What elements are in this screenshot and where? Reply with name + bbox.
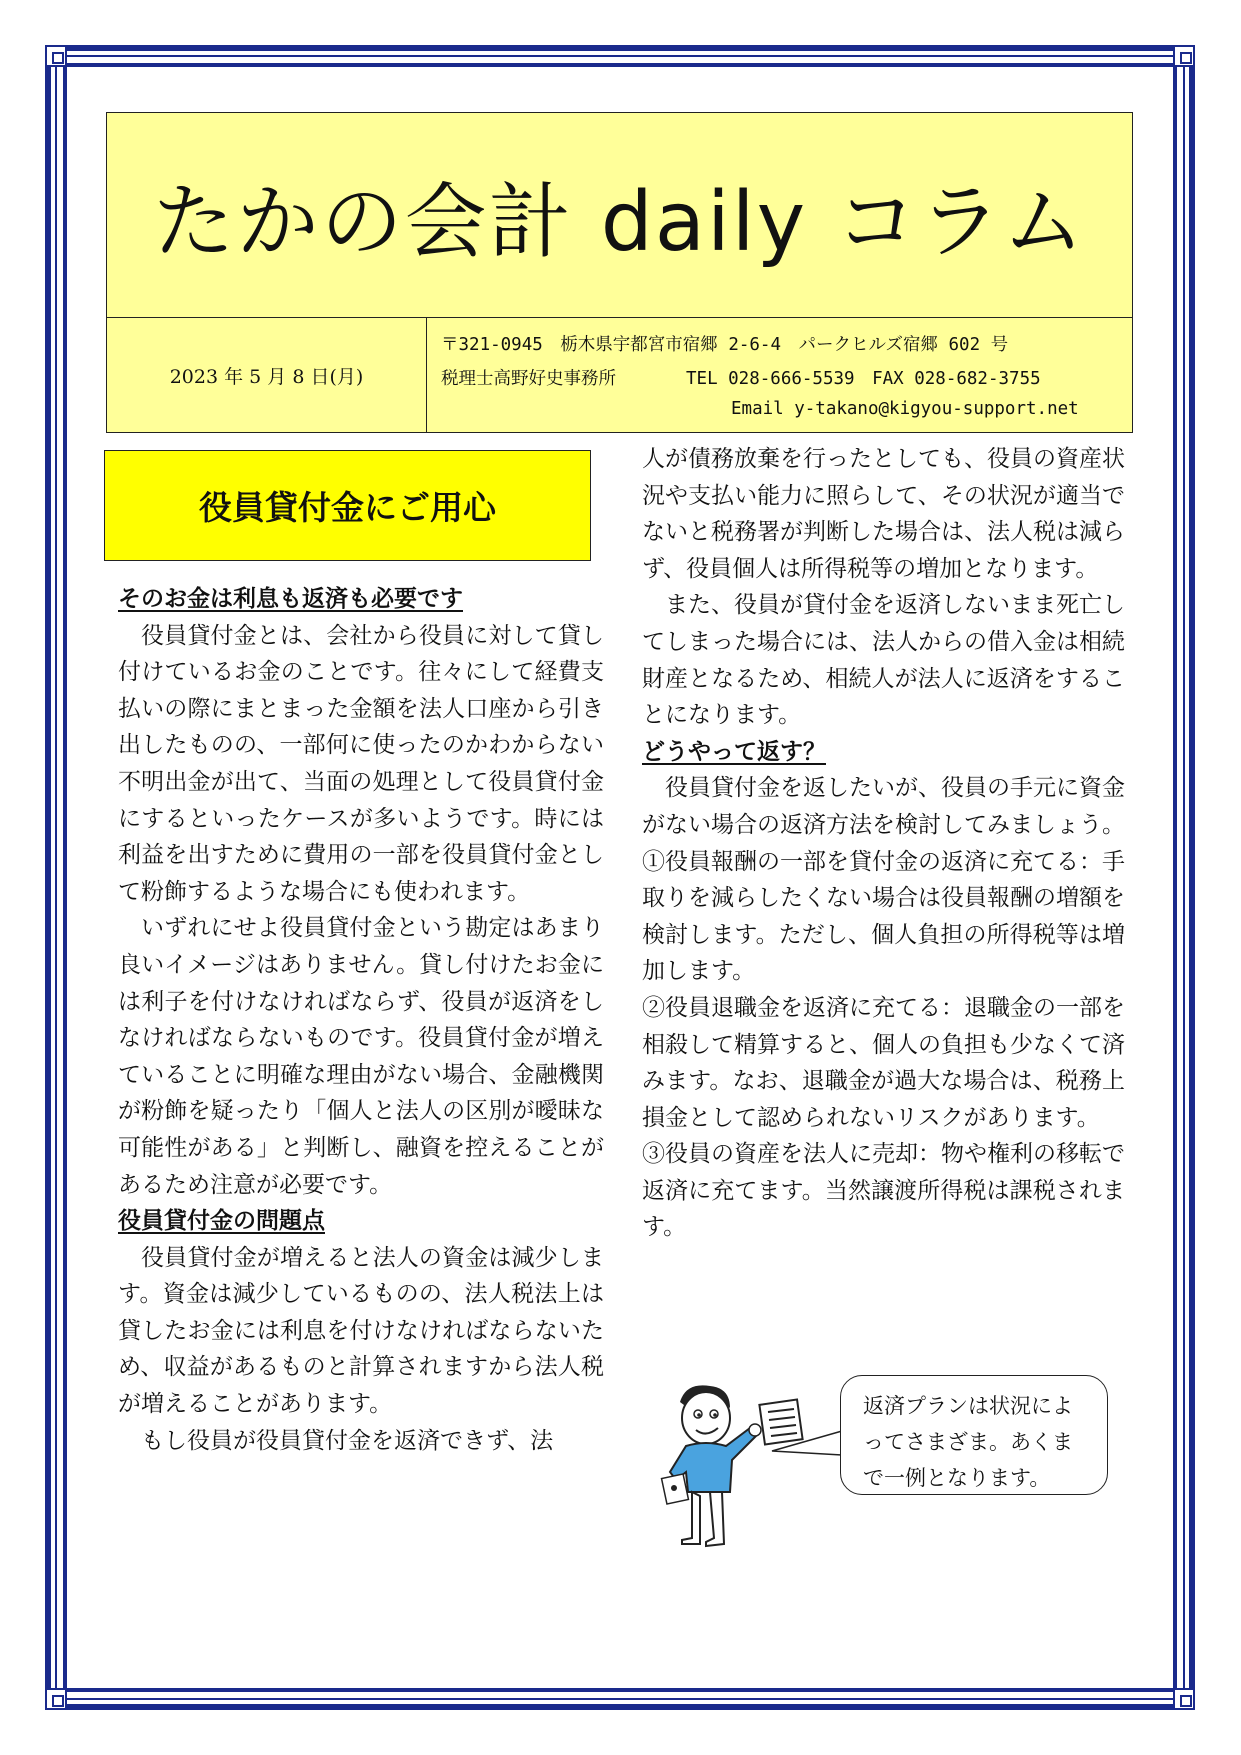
office-address: 〒321-0945 栃木県宇都宮市宿郷 2-6-4 パークヒルズ宿郷 602 号 (441, 335, 1009, 355)
section-subheading: 役員貸付金の問題点 (118, 1207, 325, 1235)
article-paragraph: また、役員が貸付金を返済しないまま死亡してしまった場合には、法人からの借入金は相続財産となるため、相続人が法人に返済をすることになります。 (642, 592, 1125, 729)
article-paragraph: もし役員が役員貸付金を返済できず、法 (141, 1427, 554, 1454)
article-headline: 役員貸付金にご用心 (104, 450, 591, 561)
office-name-phone: 税理士高野好史事務所 TEL 028-666-5539 FAX 028-682-3755 (441, 369, 1041, 389)
article-paragraph: 役員貸付金とは、会社から役員に対して貸し付けているお金のことです。往々にして経費支払いの際にまとまった金額を法人口座から引き出したものの、一部何に使ったのかわからない不明出金が出て、当面の処理として役員貸付金にするといったケースが多いようです。時には利益を出すために費用の一部を役員貸付金として粉飾するような場合にも使われます。 (118, 622, 604, 905)
section-subheading: そのお金は利息も返済も必要です (118, 585, 463, 612)
issue-date: 2023 年 5 月 8 日(月) (107, 318, 427, 432)
section-subheading: どうやって返す？ (642, 737, 826, 765)
article-paragraph: ①役員報酬の一部を貸付金の返済に充てる：手取りを減らしたくない場合は役員報酬の増額を検討します。ただし、個人負担の所得税等は増加します。 (642, 848, 1125, 985)
corner-ornament-bottom-left (45, 1688, 67, 1710)
article-left-column (118, 581, 604, 1459)
article-paragraph: ③役員の資産を法人に売却：物や権利の移転で返済に充てます。当然譲渡所得税は課税されます。 (642, 1141, 1125, 1241)
office-info (427, 318, 1132, 432)
article-right-column (642, 441, 1125, 1246)
office-email: Email y-takano@kigyou-support.net (731, 399, 1079, 419)
corner-ornament-bottom-right (1173, 1688, 1195, 1710)
newsletter-title: たかの会計 daily コラム (107, 113, 1132, 318)
corner-ornament-top-left (45, 45, 67, 67)
speech-bubble-tail (770, 1425, 850, 1465)
article-paragraph: 人が債務放棄を行ったとしても、役員の資産状況や支払い能力に照らして、その状況が適当でないと税務署が判断した場合は、法人税は減らず、役員個人は所得税等の増加となります。 (642, 446, 1125, 582)
article-paragraph: いずれにせよ役員貸付金という勘定はあまり良いイメージはありません。貸し付けたお金には利子を付けなければならず、役員が返済をしなければならないものです。役員貸付金が増えていることに明確な理由がない場合、金融機関が粉飾を疑ったり「個人と法人の区別が曖昧な可能性がある」と判断し、融資を控えることがあるため注意が必要です。 (118, 915, 604, 1198)
article-paragraph: 役員貸付金を返したいが、役員の手元に資金がない場合の返済方法を検討してみましょう。 (642, 775, 1125, 838)
man-presenting-illustration (658, 1380, 808, 1550)
article-paragraph: 役員貸付金が増えると法人の資金は減少します。資金は減少しているものの、法人税法上は貸したお金には利息を付けなければならないため、収益があるものと計算されますから法人税が増えることがあります。 (118, 1244, 604, 1418)
article-paragraph: ②役員退職金を返済に充てる：退職金の一部を相殺して精算すると、個人の負担も少なくて済みます。なお、退職金が過大な場合は、税務上損金として認められないリスクがあります。 (642, 994, 1125, 1131)
speech-bubble: 返済プランは状況によってさまざま。あくまで一例となります。 (840, 1375, 1108, 1495)
corner-ornament-top-right (1173, 45, 1195, 67)
newsletter-header (106, 112, 1133, 433)
